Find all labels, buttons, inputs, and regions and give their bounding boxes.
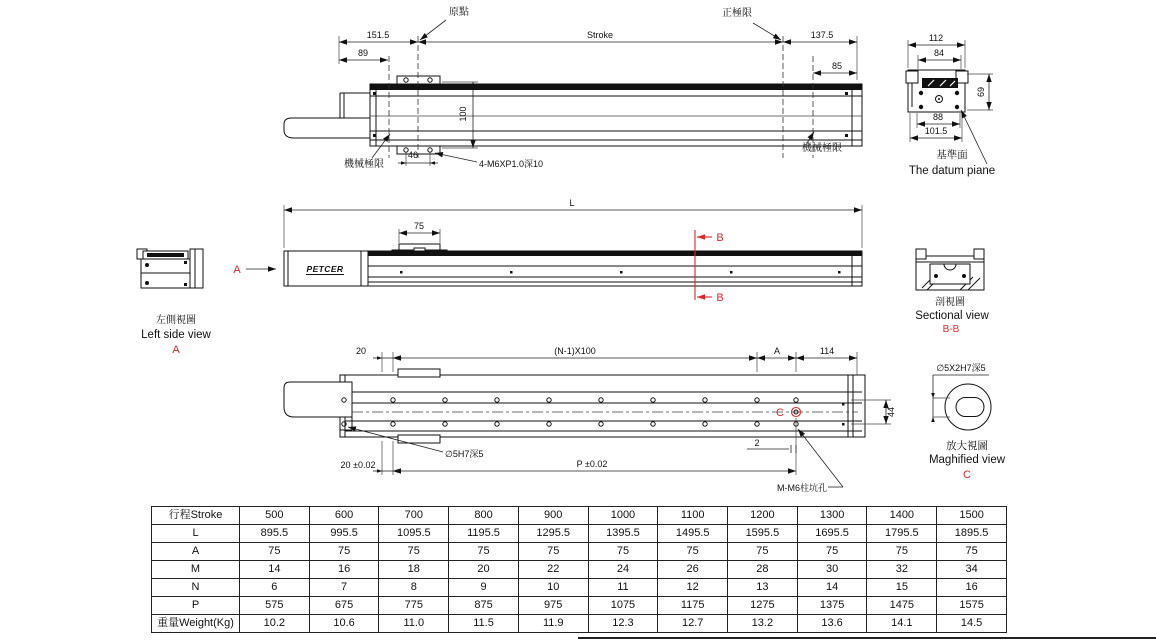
cell: 16 [937,579,1007,597]
cell: 26 [658,561,728,579]
dim-46: 46 [407,150,419,160]
cell: 10.6 [309,615,379,633]
cell: 775 [379,597,449,615]
view-arrow-a-mark: A [233,264,241,276]
cell: 30 [797,561,867,579]
cell: 75 [797,543,867,561]
section-mark-b-bottom: B [716,292,724,304]
cell: 11.5 [449,615,519,633]
magnified-title-en: Maghified view [928,454,1006,466]
cell: 75 [588,543,658,561]
cell: 575 [240,597,310,615]
table-row [152,525,1007,543]
cell: 28 [728,561,798,579]
cell: 1595.5 [728,525,798,543]
dim-20: 20 [355,346,367,356]
cell: 9 [449,579,519,597]
cell: 75 [937,543,1007,561]
cell: 1175 [658,597,728,615]
cell: 20 [449,561,519,579]
cell: 1400 [867,507,937,525]
left-view-mark: A [172,344,180,356]
cell: 1495.5 [658,525,728,543]
dim-44: 44 [886,406,896,418]
cell: 1895.5 [937,525,1007,543]
table-row [152,543,1007,561]
positive-limit-label: 正極限 [722,8,752,19]
cell: 75 [728,543,798,561]
dim-100: 100 [458,106,468,122]
left-side-view-drawing [137,249,212,356]
mech-limit-right-label: 機械極限 [802,143,842,154]
dim-p-tol: P ±0.02 [576,459,608,469]
cell: 1000 [588,507,658,525]
cell: 700 [379,507,449,525]
cell: 75 [379,543,449,561]
cell: 10.2 [240,615,310,633]
cell: 800 [449,507,519,525]
row-label: A [152,543,240,561]
mech-limit-left-label: 機械極限 [344,159,384,170]
datum-title-en: The datum piane [908,165,996,177]
cell: 6 [240,579,310,597]
cell: 600 [309,507,379,525]
dim-151-5: 151.5 [366,30,390,40]
spec-table-wrap [151,506,1007,630]
cell: 34 [937,561,1007,579]
page-frame-line [578,637,1156,639]
cell: 1375 [797,597,867,615]
dim-L: L [569,198,575,208]
cell: 675 [309,597,379,615]
cell: 18 [379,561,449,579]
sectional-title-en: Sectional view [915,310,989,322]
cell: 14 [240,561,310,579]
magnified-title-zh: 放大視圖 [946,440,988,452]
cell: 75 [449,543,519,561]
cell: 12 [658,579,728,597]
cell: 75 [240,543,310,561]
thread-note: 4-M6XP1.0深10 [479,159,544,169]
magnified-mark: C [963,469,971,481]
cell: 7 [309,579,379,597]
table-row [152,561,1007,579]
cell: 22 [518,561,588,579]
dim-69: 69 [976,86,986,98]
cell: 15 [867,579,937,597]
cell: 8 [379,579,449,597]
dim-2: 2 [754,438,760,448]
pin-hole-note: ∅5H7深5 [445,449,484,459]
cell: 10 [518,579,588,597]
left-view-title-zh: 左側視圖 [156,315,196,326]
counterbore-note: M-M6柱坑孔 [777,483,827,493]
cell: 975 [518,597,588,615]
cell: 1095.5 [379,525,449,543]
cell: 1795.5 [867,525,937,543]
row-label: N [152,579,240,597]
cell: 12.7 [658,615,728,633]
cell: 900 [518,507,588,525]
datum-title-zh: 基準面 [936,149,968,161]
row-label: 行程Stroke [152,507,240,525]
dim-101-5: 101.5 [924,126,948,136]
brand-logo: PETCER [306,264,344,274]
cell: 32 [867,561,937,579]
cell: 1500 [937,507,1007,525]
cell: 14.1 [867,615,937,633]
cell: 895.5 [240,525,310,543]
cell: 16 [309,561,379,579]
spec-table-body [152,507,1007,633]
left-view-title-en: Left side view [141,329,211,341]
dim-85: 85 [831,61,843,71]
dim-112: 112 [928,33,944,43]
cell: 1695.5 [797,525,867,543]
dim-a: A [773,346,781,356]
dim-20-tol: 20 ±0.02 [340,460,376,470]
cell: 11.9 [518,615,588,633]
cell: 75 [867,543,937,561]
magnified-view-drawing [929,363,1006,481]
dim-stroke: Stroke [586,30,614,40]
sectional-mark: B-B [942,324,960,335]
table-row [152,615,1007,633]
cell: 75 [658,543,728,561]
cell: 1275 [728,597,798,615]
cell: 1195.5 [449,525,519,543]
cell: 14.5 [937,615,1007,633]
cell: 995.5 [309,525,379,543]
cell: 1575 [937,597,1007,615]
cell: 14 [797,579,867,597]
sectional-view-drawing [915,249,989,335]
cell: 1475 [867,597,937,615]
cell: 13.6 [797,615,867,633]
row-label: M [152,561,240,579]
cell: 75 [518,543,588,561]
section-mark-b-top: B [716,232,724,244]
cell: 875 [449,597,519,615]
dim-88: 88 [932,112,944,122]
table-row [152,579,1007,597]
magnified-note: ∅5X2H7深5 [936,363,986,373]
cell: 24 [588,561,658,579]
cell: 1200 [728,507,798,525]
cell: 1395.5 [588,525,658,543]
dim-89: 89 [357,48,369,58]
cell: 1295.5 [518,525,588,543]
side-view-drawing [233,198,862,304]
cell: 1100 [658,507,728,525]
cell: 500 [240,507,310,525]
bottom-view-drawing [284,346,896,493]
cell: 1075 [588,597,658,615]
table-header-row [152,507,1007,525]
cell: 11 [588,579,658,597]
spec-table [151,506,1007,633]
row-label: L [152,525,240,543]
cell: 1300 [797,507,867,525]
cell: 13 [728,579,798,597]
cell: 11.0 [379,615,449,633]
dim-pattern: (N-1)X100 [554,346,596,356]
dim-75: 75 [413,221,425,231]
table-row [152,597,1007,615]
dim-84: 84 [933,48,945,58]
origin-label: 原點 [449,7,469,18]
row-label: 重量Weight(Kg) [152,615,240,633]
dim-137-5: 137.5 [810,30,834,40]
cell: 13.2 [728,615,798,633]
detail-c-mark: C [776,407,784,419]
datum-view-drawing [906,33,995,177]
row-label: P [152,597,240,615]
dim-114: 114 [819,346,835,356]
sectional-title-zh: 剖視圖 [935,297,965,308]
cell: 75 [309,543,379,561]
cell: 12.3 [588,615,658,633]
